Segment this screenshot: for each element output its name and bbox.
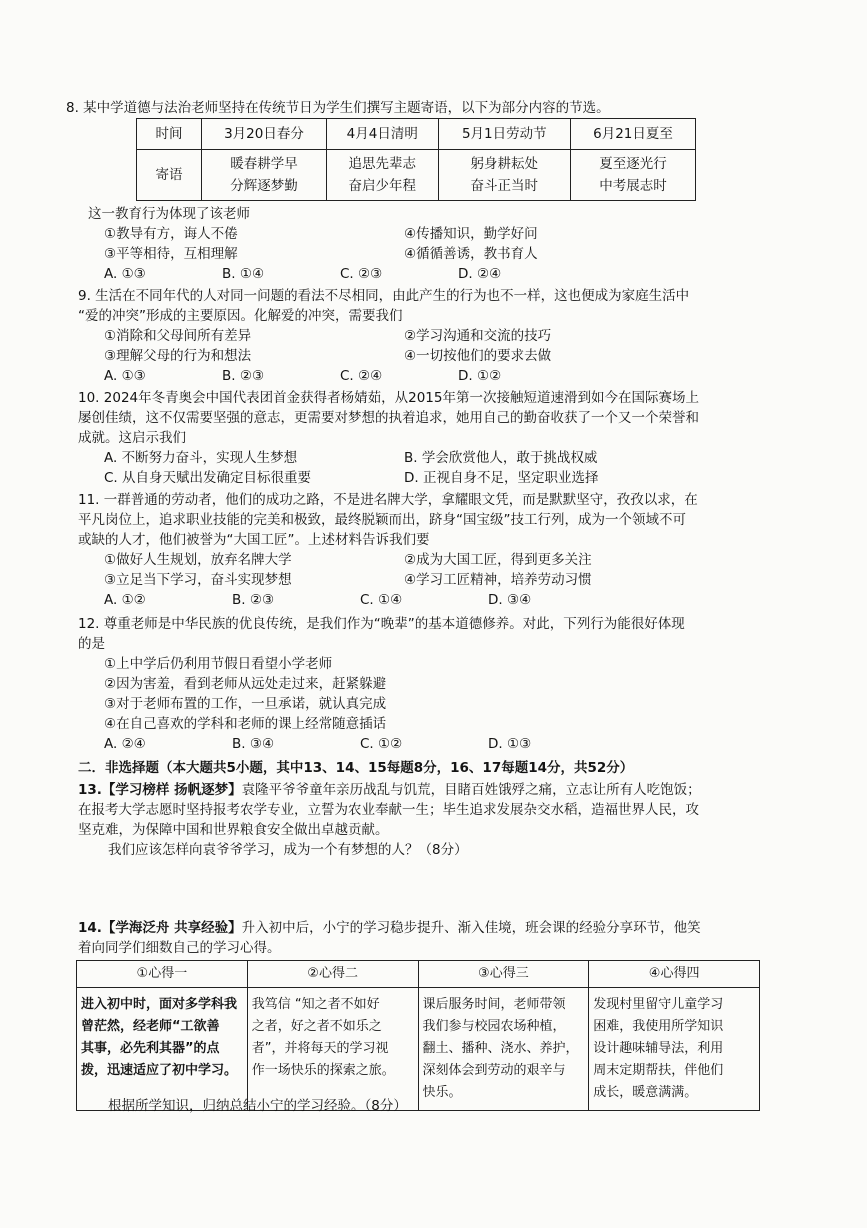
q13-question: 我们应该怎样向袁爷爷学习，成为一个有梦想的人？（8分） [108, 842, 468, 858]
q14-cell-line: 者”，并将每天的学习视 [251, 1041, 389, 1056]
q8-cell-line: 奋启少年程 [348, 178, 416, 194]
q14-cell [77, 988, 248, 1111]
q10-option[interactable]: C. 从自身天赋出发确定目标很重要 [104, 470, 312, 486]
q13-line: 坚克难，为保障中国和世界粮食安全做出卓越贡献。 [78, 822, 389, 838]
q8-table-head [137, 119, 696, 150]
q9-item: ②学习沟通和交流的技巧 [404, 328, 552, 344]
q12-line: 12. 尊重老师是中华民族的优良传统，是我们作为“晚辈”的基本道德修养。对此，下列行为能很好体现 [78, 616, 685, 632]
q8-prompt: 这一教育行为体现了该老师 [88, 206, 250, 222]
q8-cell-line: 躬身耕耘处 [470, 156, 539, 172]
q14-line: 升入初中后，小宁的学习稳步提升、渐入佳境，班会课的经验分享环节，他笑 [241, 920, 701, 936]
q14-cell-line: 困难，我使用所学知识 [593, 1019, 724, 1034]
question-8 [66, 98, 783, 118]
question-12 [78, 614, 783, 754]
q8-cell [438, 150, 571, 201]
q14-cell-line: 课后服务时间，老师带领 [422, 997, 566, 1012]
q8-items-row [78, 244, 783, 264]
q9-items-row [78, 326, 783, 346]
q14-cell-line: 翻土、播种、浇水、养护， [422, 1041, 579, 1056]
q14-cell-line: 拨，迅速适应了初中学习。 [81, 1063, 238, 1078]
q14-cell-line: 之者，好之者不如乐之 [251, 1019, 382, 1034]
q12-item: ②因为害羞，看到老师从远处走过来，赶紧躲避 [104, 676, 387, 692]
section-2-title: 二．非选择题（本大题共5小题，其中13、14、15每题8分，16、17每题14分，共52分） [78, 760, 634, 776]
q12-option[interactable]: C. ①② [360, 736, 403, 752]
q10-options-row [78, 468, 783, 488]
q8-cell-line: 奋斗正当时 [470, 178, 539, 194]
q8-head-cell: 6月21日夏至 [571, 119, 696, 150]
q14-head-cell: ③心得三 [418, 961, 589, 988]
q8-item: ③平等相待，互相理解 [104, 246, 238, 262]
q14-cell-line: 作一场快乐的探索之旅。 [251, 1063, 395, 1078]
q12-option[interactable]: B. ③④ [232, 736, 275, 752]
q11-option[interactable]: A. ①② [104, 592, 146, 608]
q10-line: 10. 2024年冬青奥会中国代表团首金获得者杨婧茹，从2015年第一次接触短道速滑到如今在国际赛场上 [78, 390, 699, 406]
q9-items-row [78, 346, 783, 366]
q14-cell [589, 988, 760, 1111]
q12-item: ③对于老师布置的工作，一旦承诺，就认真完成 [104, 696, 387, 712]
q11-option[interactable]: D. ③④ [488, 592, 532, 608]
q10-options-row [78, 448, 783, 468]
q12-option[interactable]: D. ①③ [488, 736, 532, 752]
q14-table [76, 960, 760, 1111]
q10-option[interactable]: D. 正视自身不足，坚定职业选择 [404, 470, 599, 486]
q11-line: 平凡岗位上，追求职业技能的完美和极致，最终脱颖而出，跻身“国宝级”技工行列，成为一个领域不可 [78, 512, 686, 528]
q9-item: ④一切按他们的要求去做 [404, 348, 552, 364]
q14-cell [418, 988, 589, 1111]
q14-cell-line: 快乐。 [422, 1085, 462, 1100]
q8-cell [202, 150, 327, 201]
q8-table [136, 118, 696, 201]
q8-option[interactable]: B. ①④ [222, 266, 265, 282]
q11-item: ③立足当下学习，奋斗实现梦想 [104, 572, 292, 588]
q8-cell-line: 中考展志时 [599, 178, 667, 194]
q8-item: ④传播知识，勤学好问 [404, 226, 538, 242]
section-2 [78, 758, 783, 778]
q14-cell-line: 我们参与校园农场种植， [422, 1019, 566, 1034]
q11-option[interactable]: C. ①④ [360, 592, 403, 608]
q9-option[interactable]: B. ②③ [222, 368, 265, 384]
q11-item: ①做好人生规划，放弃名牌大学 [104, 552, 292, 568]
q14-cell-line: 发现村里留守儿童学习 [593, 997, 724, 1012]
q12-line: 的是 [78, 636, 105, 652]
q8-cell [326, 150, 438, 201]
q14-head-cell: ①心得一 [77, 961, 248, 988]
q13-line: 袁隆平爷爷童年亲历战乱与饥荒，目睹百姓饿殍之痛，立志让所有人吃饱饭； [241, 782, 701, 798]
q11-item: ④学习工匠精神，培养劳动习惯 [404, 572, 592, 588]
q14-cell-line: 进入初中时，面对多学科我 [81, 997, 238, 1012]
q9-option[interactable]: C. ②④ [340, 368, 383, 384]
q14-cell-line: 周末定期帮扶，伴他们 [593, 1063, 724, 1078]
q8-head-cell: 4月4日清明 [326, 119, 438, 150]
q8-stem: 8. 某中学道德与法治老师坚持在传统节日为学生们撰写主题寄语，以下为部分内容的节选。 [66, 100, 610, 116]
q14-cell-line: 曾茫然，经老师“工欲善 [81, 1019, 220, 1034]
q12-option[interactable]: A. ②④ [104, 736, 146, 752]
q14-head-cell: ④心得四 [589, 961, 760, 988]
q12-item: ①上中学后仍利用节假日看望小学老师 [104, 656, 333, 672]
q8-item: ④循循善诱，教书育人 [404, 246, 538, 262]
q14-table-head [77, 961, 760, 988]
q10-option[interactable]: A. 不断努力奋斗，实现人生梦想 [104, 450, 298, 466]
q14-cell-line: 我笃信 “知之者不如好 [251, 997, 380, 1012]
q8-cell [571, 150, 696, 201]
q8-head-cell: 时间 [137, 119, 202, 150]
q8-cell-line: 暖春耕学早 [230, 156, 298, 172]
q11-line: 11. 一群普通的劳动者，他们的成功之路，不是进名牌大学，拿耀眼文凭，而是默默坚守，孜孜以求，在 [78, 492, 698, 508]
q12-item: ④在自己喜欢的学科和老师的课上经常随意插话 [104, 716, 387, 732]
q14-question: 根据所学知识，归纳总结小宁的学习经验。（8分） [108, 1098, 407, 1114]
q8-cell-line: 夏至逐光行 [599, 156, 667, 172]
question-14 [78, 918, 783, 958]
q13-label: 13.【学习榜样 扬帆逐梦】 [78, 782, 242, 798]
q12-options [78, 734, 783, 754]
question-10 [78, 388, 783, 488]
q8-option[interactable]: A. ①③ [104, 266, 146, 282]
q11-line: 或缺的人才，他们被誉为“大国工匠”。上述材料告诉我们要 [78, 532, 430, 548]
q8-option[interactable]: D. ②④ [458, 266, 502, 282]
q8-option[interactable]: C. ②③ [340, 266, 383, 282]
question-13 [78, 780, 783, 860]
q14-head-cell: ②心得二 [247, 961, 418, 988]
q9-line: 9. 生活在不同年代的人对同一问题的看法不尽相同，由此产生的行为也不一样，这也便成为家庭生活中 [78, 288, 690, 304]
q8-item: ①教导有方，诲人不倦 [104, 226, 238, 242]
q11-item: ②成为大国工匠，得到更多关注 [404, 552, 592, 568]
q14-cell-line: 设计趣味辅导法，利用 [593, 1041, 724, 1056]
q9-options [78, 366, 783, 386]
q8-cell-line: 分辉逐梦勤 [230, 178, 298, 194]
q14-cell-line: 成长，暖意满满。 [593, 1085, 698, 1100]
q11-items-row [78, 570, 783, 590]
q14-table-row [77, 988, 760, 1111]
q9-option[interactable]: D. ①② [458, 368, 502, 384]
q9-option[interactable]: A. ①③ [104, 368, 146, 384]
q10-line: 屡创佳绩，这不仅需要坚强的意志，更需要对梦想的执着追求，她用自己的勤奋收获了一个又一个荣誉和 [78, 410, 699, 426]
q8-head-cell: 5月1日劳动节 [438, 119, 571, 150]
q14-line: 着向同学们细数自己的学习心得。 [78, 940, 281, 956]
q14-label: 14.【学海泛舟 共享经验】 [78, 920, 242, 936]
q8-table-row [137, 150, 696, 201]
question-11 [78, 490, 783, 610]
q13-line: 在报考大学志愿时坚持报考农学专业，立誓为农业奉献一生；毕生追求发展杂交水稻，造福世界人民，攻 [78, 802, 699, 818]
q10-option[interactable]: B. 学会欣赏他人，敢于挑战权威 [404, 450, 598, 466]
q10-line: 成就。这启示我们 [78, 430, 186, 446]
q8-items-row [78, 224, 783, 244]
q11-items-row [78, 550, 783, 570]
q11-options [78, 590, 783, 610]
q8-options [78, 264, 783, 284]
q8-body [78, 204, 783, 284]
question-9 [78, 286, 783, 386]
q14-cell [247, 988, 418, 1111]
q14-question-block [78, 1096, 783, 1116]
q9-line: “爱的冲突”形成的主要原因。化解爱的冲突，需要我们 [78, 308, 403, 324]
q8-row-label: 寄语 [137, 150, 202, 201]
q8-cell-line: 追思先辈志 [348, 156, 416, 172]
q9-item: ③理解父母的行为和想法 [104, 348, 252, 364]
q14-cell-line: 深刻体会到劳动的艰辛与 [422, 1063, 566, 1078]
q8-head-cell: 3月20日春分 [202, 119, 327, 150]
q9-item: ①消除和父母间所有差异 [104, 328, 252, 344]
q11-option[interactable]: B. ②③ [232, 592, 275, 608]
q14-cell-line: 其事，必先利其器”的点 [81, 1041, 220, 1056]
